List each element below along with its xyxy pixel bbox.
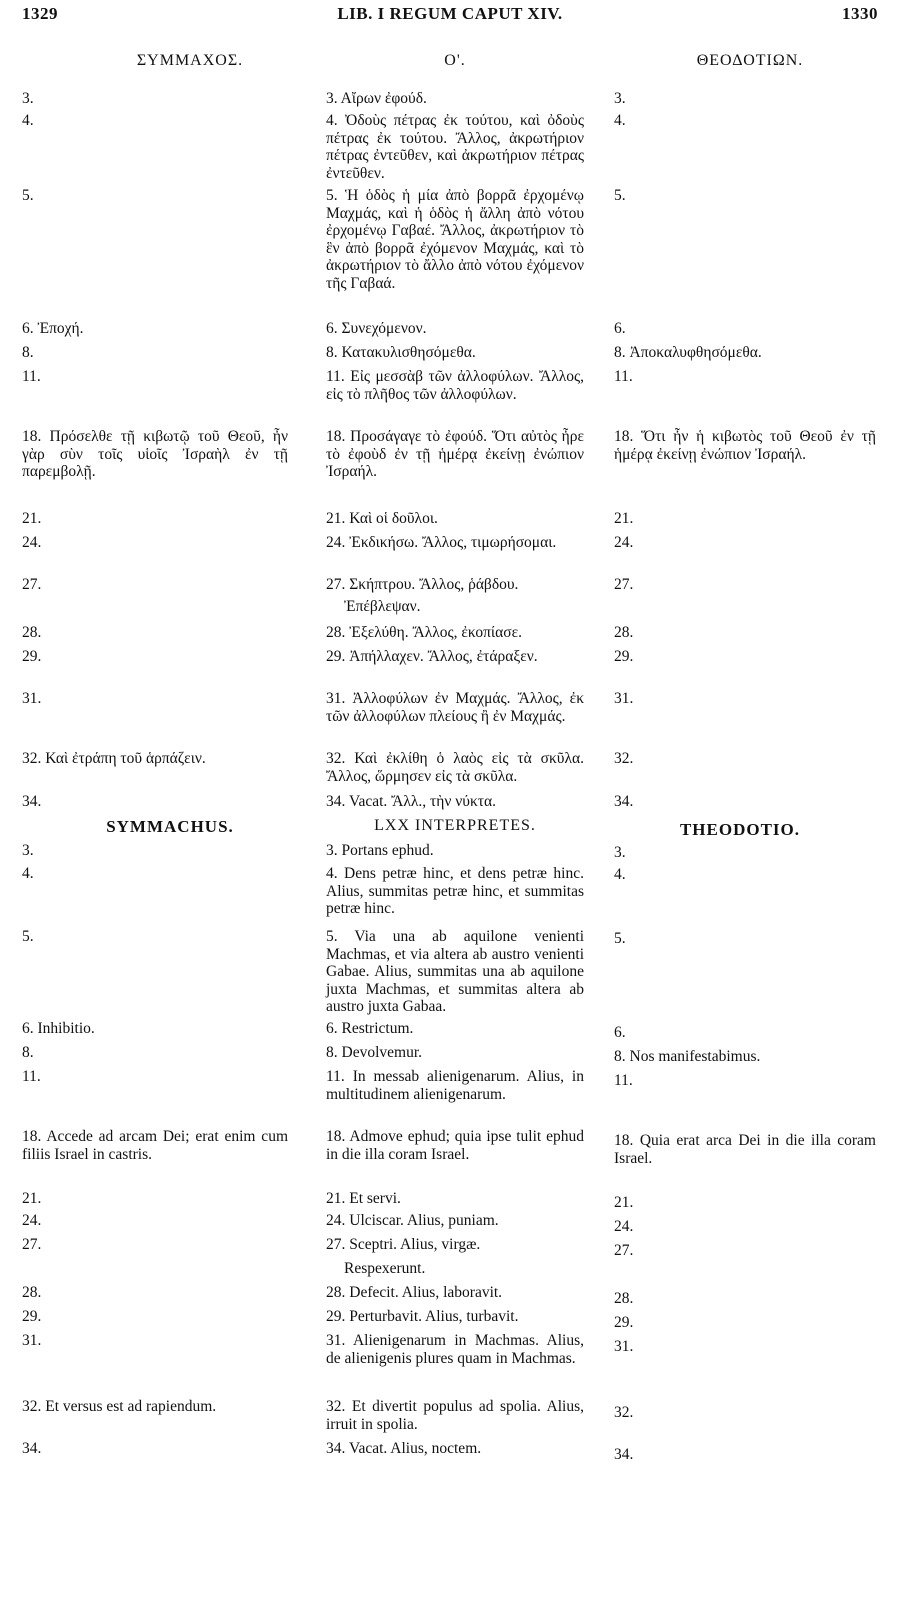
latin-theodotion-v28: 28. [614,1290,634,1307]
latin-symmachus-v29: 29. [22,1308,42,1325]
greek-symmachus-v24: 24. [22,534,42,551]
greek-septuagint-v27-note: Ἐπέβλεψαν. [344,598,421,615]
greek-septuagint-v29: 29. Ἀπήλλαχεν. Ἄλλος, ἐτάραξεν. [326,648,538,665]
column-header-symmachus-latin: SYMMACHUS. [106,817,234,836]
greek-septuagint-v18: 18. Προσάγαγε τὸ ἐφούδ. Ὅτι αὐτὸς ἦρε τὸ ἐφοὺδ ἐν τῇ ἡμέρᾳ ἐκείνῃ ἐνώπιον Ἰσραήλ. [326,428,584,480]
latin-theodotion-v21: 21. [614,1194,634,1211]
latin-symmachus-v6: 6. Inhibitio. [22,1020,95,1037]
greek-septuagint-v32: 32. Καὶ ἐκλίθη ὁ λαὸς εἰς τὰ σκῦλα. Ἄλλος, ὥρμησεν εἰς τὰ σκῦλα. [326,750,584,785]
greek-symmachus-v5: 5. [22,187,34,204]
greek-symmachus-v8: 8. [22,344,34,361]
greek-theodotion-v4: 4. [614,112,626,129]
greek-symmachus-v3: 3. [22,90,34,107]
greek-symmachus-v27: 27. [22,576,42,593]
column-header-symmachus-greek: ΣΥΜΜΑΧΟΣ. [136,52,244,69]
latin-symmachus-v3: 3. [22,842,34,859]
running-title: LIB. I REGUM CAPUT XIV. [337,4,563,23]
greek-septuagint-v28: 28. Ἐξελύθη. Ἄλλος, ἐκοπίασε. [326,624,522,641]
latin-theodotion-v34: 34. [614,1446,634,1463]
latin-symmachus-v32: 32. Et versus est ad rapiendum. [22,1398,217,1415]
latin-symmachus-v18: 18. Accede ad arcam Dei; erat enim cum filiis Israel in castris. [22,1128,288,1163]
latin-theodotion-v27: 27. [614,1242,634,1259]
latin-theodotion-v11: 11. [614,1072,633,1089]
latin-septuagint-v4: 4. Dens petræ hinc, et dens petræ hinc. Alius, summitas petræ hinc, et summitas petræ hinc. [326,865,584,917]
latin-septuagint-v28: 28. Defecit. Alius, laboravit. [326,1284,503,1301]
latin-septuagint-v5: 5. Via una ab aquilone venienti Machmas, et via altera ab austro venienti Gabae. Alius, summitas una ab aquilone juxta Machmas, et summitas altera ab austro juxta Gabaa. [326,928,584,1015]
latin-septuagint-v32: 32. Et divertit populus ad spolia. Alius, irruit in spolia. [326,1398,584,1433]
latin-septuagint-v27: 27. Sceptri. Alius, virgæ. [326,1236,481,1253]
latin-symmachus-v11: 11. [22,1068,41,1085]
greek-symmachus-v6: 6. Ἐποχή. [22,320,84,337]
greek-septuagint-v3: 3. Αἴρων ἐφούδ. [326,90,427,107]
latin-symmachus-v21: 21. [22,1190,42,1207]
greek-theodotion-v32: 32. [614,750,634,767]
latin-septuagint-v27-note: Respexerunt. [344,1260,426,1277]
greek-theodotion-v6: 6. [614,320,626,337]
greek-symmachus-v4: 4. [22,112,34,129]
latin-theodotion-v18: 18. Quia erat arca Dei in die illa coram Israel. [614,1132,876,1167]
latin-theodotion-v31: 31. [614,1338,634,1355]
latin-symmachus-v24: 24. [22,1212,42,1229]
greek-theodotion-v24: 24. [614,534,634,551]
greek-theodotion-v27: 27. [614,576,634,593]
greek-symmachus-v29: 29. [22,648,42,665]
greek-theodotion-v28: 28. [614,624,634,641]
greek-septuagint-v31: 31. Ἀλλοφύλων ἐν Μαχμάς. Ἄλλος, ἐκ τῶν ἀλλοφύλων πλείους ἢ ἐν Μαχμάς. [326,690,584,725]
latin-theodotion-v3: 3. [614,844,626,861]
latin-theodotion-v4: 4. [614,866,626,883]
latin-symmachus-v4: 4. [22,865,34,882]
latin-theodotion-v5: 5. [614,930,626,947]
latin-theodotion-v24: 24. [614,1218,634,1235]
greek-septuagint-v5: 5. Ἡ ὁδὸς ἡ μία ἀπὸ βορρᾶ ἐρχομένῳ Μαχμάς, καὶ ἡ ὁδὸς ἡ ἄλλη ἀπὸ νότου ἐρχομένῳ Γαβαέ. Ἄλλος, ἀκρωτήριον τὸ ἓν ἀπὸ βορρᾶ ἐχόμενον Μαχμάς, καὶ τὸ ἀκρωτήριον τὸ ἄλλο ἀπὸ νότου ἐχόμενον τῆς Γαβαά. [326,187,584,292]
latin-theodotion-v8: 8. Nos manifestabimus. [614,1048,761,1065]
greek-symmachus-v11: 11. [22,368,41,385]
column-header-septuagint-greek: Ο'. [444,52,466,69]
latin-theodotion-v6: 6. [614,1024,626,1041]
greek-symmachus-v18: 18. Πρόσελθε τῇ κιβωτῷ τοῦ Θεοῦ, ἦν γὰρ σὺν τοῖς υἱοῖς Ἰσραὴλ ἐν τῇ παρεμβολῇ. [22,428,288,480]
latin-septuagint-v11: 11. In messab alienigenarum. Alius, in multitudinem alienigenarum. [326,1068,584,1103]
latin-symmachus-v8: 8. [22,1044,34,1061]
latin-septuagint-v31: 31. Alienigenarum in Machmas. Alius, de alienigenis plures quam in Machmas. [326,1332,584,1367]
greek-theodotion-v5: 5. [614,187,626,204]
latin-septuagint-v8: 8. Devolvemur. [326,1044,422,1061]
greek-symmachus-v21: 21. [22,510,42,527]
greek-septuagint-v4: 4. Ὀδοὺς πέτρας ἐκ τούτου, καὶ ὀδοὺς πέτρας ἐκ τούτου. Ἄλλος, ἀκρωτήριον πέτρας ἐντεῦθεν, καὶ ἀκρωτήριον πέτρας ἐντεῦθεν. [326,112,584,182]
greek-symmachus-v32: 32. Καὶ ἐτράπη τοῦ ἁρπάζειν. [22,750,206,767]
latin-septuagint-v21: 21. Et servi. [326,1190,401,1207]
greek-theodotion-v3: 3. [614,90,626,107]
greek-septuagint-v11: 11. Εἰς μεσσὰβ τῶν ἀλλοφύλων. Ἄλλος, εἰς τὸ πλῆθος τῶν ἀλλοφύλων. [326,368,584,403]
latin-theodotion-v32: 32. [614,1404,634,1421]
latin-theodotion-v29: 29. [614,1314,634,1331]
greek-symmachus-v34: 34. [22,793,42,810]
latin-symmachus-v27: 27. [22,1236,42,1253]
greek-theodotion-v34: 34. [614,793,634,810]
greek-septuagint-v34: 34. Vacat. Ἄλλ., τὴν νύκτα. [326,793,496,810]
greek-theodotion-v21: 21. [614,510,634,527]
greek-theodotion-v29: 29. [614,648,634,665]
greek-symmachus-v31: 31. [22,690,42,707]
greek-theodotion-v11: 11. [614,368,633,385]
column-header-theodotion-greek: ΘΕΟΔΟΤΙΩΝ. [696,52,804,69]
latin-symmachus-v5: 5. [22,928,34,945]
latin-symmachus-v31: 31. [22,1332,42,1349]
page-number-left: 1329 [22,4,58,23]
latin-septuagint-v24: 24. Ulciscar. Alius, puniam. [326,1212,499,1229]
latin-symmachus-v34: 34. [22,1440,42,1457]
greek-septuagint-v24: 24. Ἐκδικήσω. Ἄλλος, τιμωρήσομαι. [326,534,557,551]
greek-symmachus-v28: 28. [22,624,42,641]
greek-theodotion-v8: 8. Ἀποκαλυφθησόμεθα. [614,344,762,361]
latin-septuagint-v6: 6. Restrictum. [326,1020,414,1037]
page-number-right: 1330 [842,4,878,23]
latin-symmachus-v28: 28. [22,1284,42,1301]
greek-septuagint-v6: 6. Συνεχόμενον. [326,320,427,337]
latin-septuagint-v3: 3. Portans ephud. [326,842,434,859]
greek-septuagint-v8: 8. Κατακυλισθησόμεθα. [326,344,476,361]
latin-septuagint-v34: 34. Vacat. Alius, noctem. [326,1440,482,1457]
greek-septuagint-v27: 27. Σκήπτρου. Ἄλλος, ῥάβδου. [326,576,519,593]
latin-septuagint-v18: 18. Admove ephud; quia ipse tulit ephud in die illa coram Israel. [326,1128,584,1163]
latin-septuagint-v29: 29. Perturbavit. Alius, turbavit. [326,1308,519,1325]
column-header-septuagint-latin: LXX INTERPRETES. [374,817,536,834]
column-header-theodotion-latin: THEODOTIO. [679,820,801,839]
greek-theodotion-v18: 18. Ὅτι ἦν ἡ κιβωτὸς τοῦ Θεοῦ ἐν τῇ ἡμέρᾳ ἐκείνῃ ἐνώπιον Ἰσραήλ. [614,428,876,463]
greek-theodotion-v31: 31. [614,690,634,707]
greek-septuagint-v21: 21. Καὶ οἱ δοῦλοι. [326,510,438,527]
